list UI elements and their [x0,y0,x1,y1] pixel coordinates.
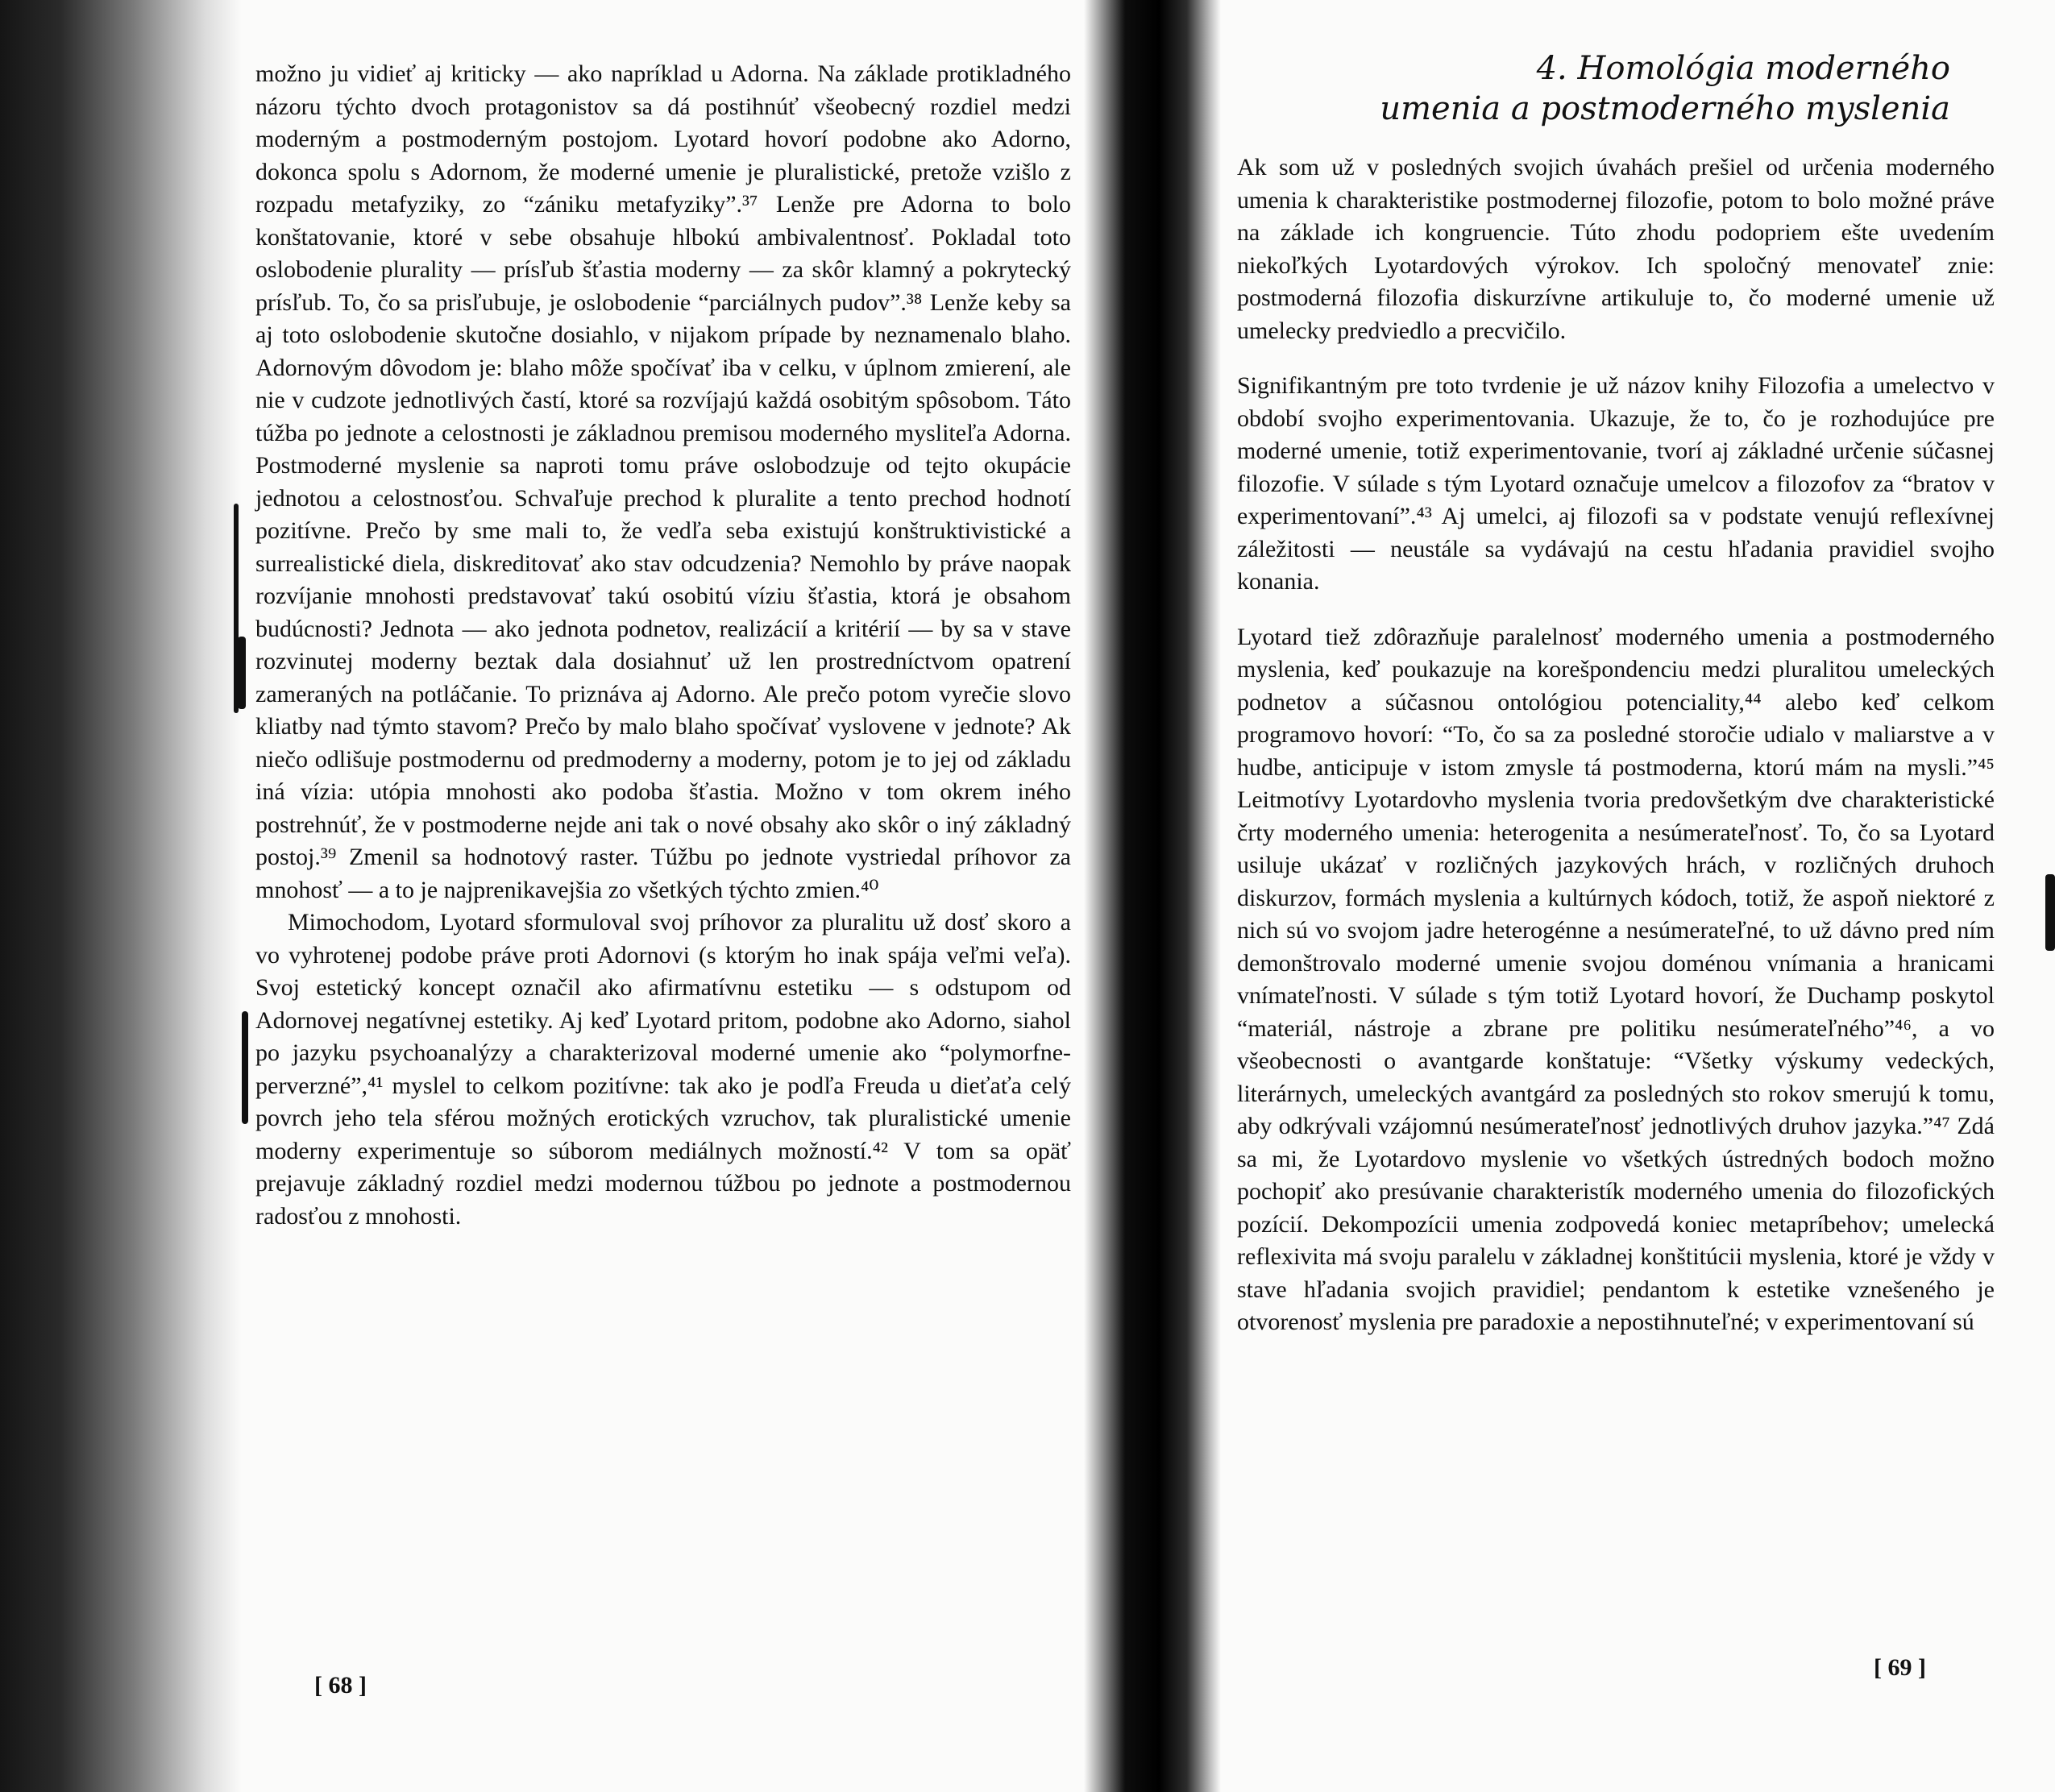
left-paragraph-2: Mimochodom, Lyotard sformuloval svoj príhovor za pluralitu už dosť skoro a vo vyhrotenej podobe práve proti Adornovi (s ktorým ho inak spája veľmi veľa). Svoj estetický koncept označil ako afirmatívnu estetiku — s odstupom od Adornovej negatívnej estetiky. Aj keď Lyotard pritom, podobne ako Adorno, siahol po jazyku psychoanalýzy a charakterizoval moderné umenie ako “polymorfne-perverzné”,⁴¹ myslel to celkom pozitívne: tak ako je podľa Freuda u dieťaťa celý povrch jeho tela sférou možných erotických vzruchov, tak pluralistické umenie moderny experimentuje so súborom mediálnych možností.⁴² V tom sa opäť prejavuje základný rozdiel medzi modernou túžbou po jednote a postmodernou radosťou z mnohosti. [255,909,1071,1230]
paragraph-gap [1237,599,1995,621]
right-paragraph-2: Signifikantným pre toto tvrdenie je už názov knihy Filozofia a umelectvo v období svojho experimentovania. Ukazuje, že to, čo je rozhodujúce pre moderné umenie, totiž experimentovanie, tvorí aj základné určenie súčasnej filozofie. V súlade s tým Lyotard označuje umelcov a filozofov za “bratov v experimentovaní”.⁴³ Aj umelci, aj filozofi sa v podstate venujú reflexívnej záležitosti — neustále sa vydávajú na cestu hľadania pravidiel svojho konania. [1237,372,1995,595]
margin-line-mark [238,637,246,709]
chapter-heading-line-1: 4. Homológia moderného [1536,50,1950,87]
chapter-heading [1289,48,1950,129]
margin-line-mark [242,1011,248,1124]
margin-line-mark [2045,874,2055,951]
left-page-text [255,58,1071,1233]
book-spine-shadow [1084,0,1221,1792]
scan-shadow-left [0,0,242,1792]
paragraph-gap [1237,347,1995,370]
left-page-number: [ 68 ] [314,1672,367,1699]
left-paragraph-1: možno ju vidieť aj kriticky — ako napríklad u Adorna. Na základe protikladného názoru týchto dvoch protagonistov sa dá postihnúť všeobecný rozdiel medzi moderným a postmoderným postojom. Lyotard hovorí podobne ako Adorno, dokonca spolu s Adornom, že moderné umenie je pluralistické, pretože vzišlo z rozpadu metafyziky, zo “zániku metafyziky”.³⁷ Lenže pre Adorna to bolo konštatovanie, ktoré v sebe obsahuje hlbokú ambivalentnosť. Pokladal toto oslobodenie plurality — prísľub šťastia moderny — za skôr klamný a pokrytecký prísľub. To, čo sa prisľubuje, je oslobodenie “parciálnych pudov”.³⁸ Lenže keby sa aj toto oslobodenie skutočne dosiahlo, v nijakom prípade by neznamenalo blaho. Adornovým dôvodom je: blaho môže spočívať iba v celku, v úplnom zmierení, ale nie v cudzote jednotlivých častí, ktoré sa rozvíjajú každá osobitým spôsobom. Táto túžba po jednote a celostnosti je základnou premisou moderného mysliteľa Adorna. Postmoderné myslenie sa naproti tomu práve oslobodzuje od tejto okupácie jednotou a celostnosťou. Schvaľuje prechod k pluralite a tento prechod hodnotí pozitívne. Prečo by sme mali to, že vedľa seba existujú konštruktivistické a surrealistické diela, diskreditovať ako stav odcudzenia? Nemohlo by práve naopak rozvíjanie mnohosti predstavovať takú osobitú víziu šťastia, ktorá je obsahom budúcnosti? Jednota — ako jednota podnetov, realizácií a kritérií — by sa v stave rozvinutej moderny beztak dala dosiahnuť už len prostredníctvom opatrení zameraných na potláčanie. To priznáva aj Adorno. Ale prečo potom vyrečie slovo kliatby nad týmto stavom? Prečo by malo blaho spočívať vyslovene v jednote? Ak niečo odlišuje postmodernu od predmoderny a moderny, potom je to jej od základu iná vízia: utópia mnohosti ako podoba šťastia. Možno v tom okrem iného postrehnúť, že v postmoderne nejde ani tak o nové obsahy ako skôr o iný základný postoj.³⁹ Zmenil sa hodnotový raster. Túžbu po jednote vystriedal príhovor za mnohosť — a to je najprenikavejšia zo všetkých týchto zmien.⁴⁰ [255,60,1071,903]
chapter-heading-line-2: umenia a postmoderného myslenia [1380,90,1950,127]
right-page-number: [ 69 ] [1874,1654,1926,1681]
right-page-text [1237,151,1995,1339]
right-paragraph-3: Lyotard tiež zdôrazňuje paralelnosť moderného umenia a postmoderného myslenia, keď poukazuje na korešpondenciu medzi pluralitou umeleckých podnetov a súčasnou ontológiou potenciality,⁴⁴ alebo keď celkom programovo hovorí: “To, čo sa za posledné storočie udialo v maliarstve a v hudbe, anticipuje v istom zmysle tá postmoderna, ktorú mám na mysli.”⁴⁵ Leitmotívy Lyotardovho myslenia tvoria predovšetkým dve charakteristické črty moderného umenia: heterogenita a nesúmerateľnosť. To, čo sa Lyotard usiluje ukázať v rozličných jazykových hrách, v rozličných druhoch diskurzov, formách myslenia a kultúrnych kódoch, totiž, že aspoň niektoré z nich sú vo svojom jadre heterogénne a nesúmerateľné, to už dávno pred ním demonštrovalo moderné umenie svojou doménou vnímania a hranicami vnímateľnosti. V súlade s tým totiž Lyotard hovorí, že Duchamp poskytol “materiál, nástroje a zbrane pre politiku nesúmerateľného”⁴⁶, a vo všeobecnosti o avantgarde konštatuje: “Všetky výskumy vedeckých, literárnych, umeleckých avantgárd za posledných sto rokov smerujú k tomu, aby odkrývali vzájomnú nesúmerateľnosť jednotlivých druhov jazyka.”⁴⁷ Zdá sa mi, že Lyotardovo myslenie vo všetkých ústredných bodoch možno pochopiť ako presúvanie charakteristík moderného umenia do filozofických pozícií. Dekompozícii umenia zodpovedá koniec metapríbehov; umelecká reflexivita má svoju paralelu v základnej konštitúcii myslenia, ktoré je vždy v stave hľadania svojich pravidiel; pendantom k estetike vznešeného je otvorenosť myslenia pre paradoxie a nepostihnuteľné; v experimentovaní sú [1237,623,1995,1335]
right-paragraph-1: Ak som už v posledných svojich úvahách prešiel od určenia moderného umenia k charakteristike postmodernej filozofie, potom to bolo možné práve na základe ich kongruencie. Túto zhodu podopriem ešte uvedením niekoľkých Lyotardových výrokov. Ich spoločný menovateľ znie: postmoderná filozofia diskurzívne artikuluje to, čo moderné umenie už umelecky predviedlo a precvičilo. [1237,154,1995,344]
